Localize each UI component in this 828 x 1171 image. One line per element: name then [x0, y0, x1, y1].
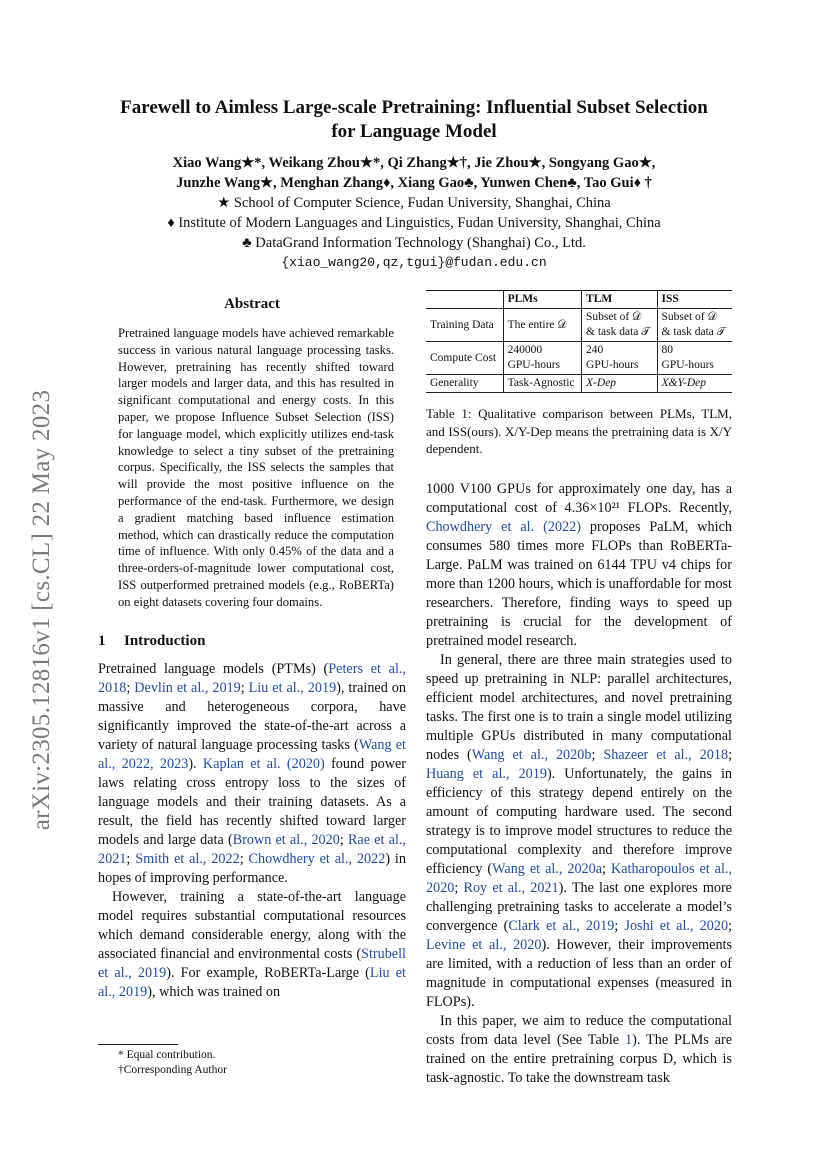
citation-link[interactable]: Katharopoulos et al., 2020 [426, 860, 733, 896]
table-cell [657, 375, 732, 393]
table-cell [503, 342, 581, 375]
table-cell-line: GPU-hours [507, 359, 560, 371]
table-cell-line: The entire 𝒟 [507, 318, 567, 331]
contact-email: {xiao_wang20,qz,tgui}@fudan.edu.cn [281, 255, 547, 270]
intro-right-paragraph-3 [426, 1012, 732, 1088]
affiliations [80, 193, 748, 273]
text-run: ; [126, 679, 135, 696]
table-cell-line: 80 [661, 344, 674, 356]
affiliation-fudan-cs: ★ School of Computer Science, Fudan University, Shanghai, China [217, 195, 611, 211]
citation-link[interactable]: Levine et al., 2020 [426, 936, 542, 953]
text-run: However, training a state-of-the-art language model requires substantial computational resources which demand considerable energy, along with the associated financial and environmental costs ( [98, 888, 406, 962]
table-cell [657, 309, 732, 342]
comparison-table [426, 290, 732, 393]
table-cell-line: & task data 𝒯 [661, 326, 726, 338]
citation-link[interactable]: Brown et al., 2020 [232, 831, 340, 848]
text-run: ; [240, 679, 249, 696]
table-cell-line: 240 [586, 344, 604, 356]
abstract-text: Pretrained language models have achieved remarkable success in various natural language processing tasks. However, pretraining has recently shifted toward larger models and larger data, and this has resulted in significant computational and energy costs. In this paper, we propose Influence Subset Selection (ISS) for language model, which explicitly utilizes end-task knowledge to select a tiny subset of the pretraining corpus. Specifically, the ISS selects the samples that will provide the most positive influence on the performance of the end-task. Furthermore, we design a gradient matching based influence estimation method, which can drastically reduce the computation time of influence. With only 0.45% of the data and a three-orders-of-magnitude lower computational cost, ISS outperformed pretrained models (e.g., RoBERTa) on eight datasets covering four domains. [118, 326, 394, 609]
table-body [426, 309, 732, 393]
arxiv-identifier: arXiv:2305.12816v1 [cs.CL] 22 May 2023 [28, 389, 55, 831]
text-run: ). The last one explores more challenging pretraining tasks to accelerate a model’s convergence ( [426, 879, 732, 934]
text-run: proposes PaLM, which consumes 580 times more FLOPs than RoBERTa-Large. PaLM was trained on 6144 TPU v4 chips for more than 1200 hours, which is unaffordable for most researchers. Therefore, finding ways to speed up pretraining is crucial for the development of pretrained model research. [426, 518, 732, 649]
table-row [426, 375, 732, 393]
table-header-row [426, 291, 732, 309]
citation-link[interactable]: Shazeer et al., 2018 [603, 746, 729, 763]
author-line1: Xiao Wang★*, Weikang Zhou★*, Qi Zhang★†, Jie Zhou★, Songyang Gao★, [172, 155, 656, 171]
intro-right-paragraph-2 [426, 651, 732, 1012]
citation-link[interactable]: Smith et al., 2022 [135, 850, 240, 867]
text-run: ). Unfortunately, the gains in efficiency of this strategy depend entirely on the amount of computing hardware used. The second strategy is to improve model structures to reduce the computational complexity and therefore improve efficiency ( [426, 765, 732, 877]
paper-title-line2: for Language Model [331, 121, 497, 142]
table-cell [582, 375, 657, 393]
citation-link[interactable]: Wang et al., 2020a [492, 860, 603, 877]
table-cell [582, 309, 657, 342]
table-cell [657, 342, 732, 375]
table-cell-line: Task-Agnostic [507, 377, 575, 389]
author-line2: Junzhe Wang★, Menghan Zhang♦, Xiang Gao♣, Yunwen Chen♣, Tao Gui♦ † [176, 175, 652, 191]
citation-link[interactable]: Strubell et al., 2019 [98, 945, 406, 981]
table-row [426, 342, 732, 375]
table-cell-line: Subset of 𝒟 [661, 311, 717, 323]
paper-title-line1: Farewell to Aimless Large-scale Pretraining: Influential Subset Selection [120, 97, 708, 118]
paper-title [80, 96, 748, 144]
citation-link[interactable]: Devlin et al., 2019 [134, 679, 241, 696]
citation-link[interactable]: Roy et al., 2021 [463, 879, 559, 896]
footnote-equal-contribution: * Equal contribution. [118, 1049, 216, 1061]
table-cell-line: X&Y-Dep [661, 377, 707, 389]
table-cell-line: GPU-hours [586, 359, 639, 371]
table-cell-line: 240000 [507, 344, 543, 356]
text-run: ). [188, 755, 203, 772]
text-run: ; [454, 879, 464, 896]
text-run: Pretrained language models (PTMs) ( [98, 660, 329, 677]
text-run: ). However, their improvements are limited, with a reduction of less than an order of magnitude in computational expenses (measured in FLOPs). [426, 936, 733, 1010]
text-run: 1000 V100 GPUs for approximately one day, has a computational cost of 4.36×10²¹ FLOPs. Recently, [426, 480, 732, 516]
abstract-heading: Abstract [224, 296, 280, 312]
table-caption: Table 1: Qualitative comparison between PLMs, TLM, and ISS(ours). X/Y-Dep means the pretraining data is X/Y dependent. [426, 406, 732, 456]
table-cell [582, 342, 657, 375]
left-column [98, 296, 406, 1002]
text-run: ), which was trained on [147, 983, 281, 1000]
citation-link[interactable]: Joshi et al., 2020 [624, 917, 729, 934]
citation-link[interactable]: Liu et al., 2019 [248, 679, 337, 696]
text-run: ) in hopes of improving performance. [98, 850, 406, 886]
citation-link[interactable]: Liu et al., 2019 [98, 964, 407, 1000]
text-run: ; [614, 917, 625, 934]
section-title: Introduction [124, 632, 206, 649]
table-cell [503, 309, 581, 342]
text-run: ; [602, 860, 611, 877]
intro-paragraph-2 [98, 888, 406, 1002]
table-row [426, 309, 732, 342]
citation-link[interactable]: 1 [625, 1031, 633, 1048]
table-1 [426, 290, 732, 458]
table-header-cell: TLM [582, 291, 657, 309]
affiliation-fudan-linguistics: ♦ Institute of Modern Languages and Linguistics, Fudan University, Shanghai, China [167, 215, 661, 231]
text-run: ; [339, 831, 348, 848]
table-header-cell: PLMs [503, 291, 581, 309]
table-cell [503, 375, 581, 393]
text-run: ). The PLMs are trained on the entire pretraining corpus D, which is task-agnostic. To take the downstream task [426, 1031, 732, 1086]
text-run: ; [591, 746, 604, 763]
table-header-cell: ISS [657, 291, 732, 309]
text-run: ; [126, 850, 136, 867]
footnote-corresponding-author: †Corresponding Author [118, 1064, 227, 1076]
citation-link[interactable]: Chowdhery et al., 2022 [248, 850, 386, 867]
text-run: ; [728, 746, 733, 763]
citation-link[interactable]: Huang et al., 2019 [426, 765, 547, 782]
affiliation-datagrand: ♣ DataGrand Information Technology (Shanghai) Co., Ltd. [242, 235, 586, 251]
intro-right-paragraph-1 [426, 480, 732, 651]
intro-paragraph-1 [98, 660, 406, 888]
text-run: ; [728, 917, 733, 934]
arxiv-sidebar [14, 340, 70, 880]
footnotes [98, 1044, 406, 1078]
citation-link[interactable]: Kaplan et al. (2020) [202, 755, 325, 772]
text-run: ; [239, 850, 249, 867]
section-heading-introduction [98, 633, 406, 650]
footnote-rule [98, 1044, 178, 1045]
table-cell-line: Subset of 𝒟 [586, 311, 642, 323]
text-run: In general, there are three main strategies used to speed up pretraining in NLP: parallel architectures, efficient model architectures, and novel pretraining tasks. The first one is to train a single model utilizing multiple GPUs distributed in many computational nodes ( [426, 651, 732, 763]
section-number: 1 [98, 632, 106, 649]
citation-link[interactable]: Clark et al., 2019 [508, 917, 615, 934]
citation-link[interactable]: Wang et al., 2022, 2023 [98, 736, 406, 772]
author-list [80, 153, 748, 193]
citation-link[interactable]: Chowdhery et al. (2022) [426, 518, 581, 535]
text-run: In this paper, we aim to reduce the computational costs from data level (See Table [426, 1012, 732, 1048]
table-cell-line: GPU-hours [661, 359, 714, 371]
citation-link[interactable]: Peters et al., 2018 [98, 660, 407, 696]
citation-link[interactable]: Wang et al., 2020b [471, 746, 592, 763]
text-run: ). For example, RoBERTa-Large ( [166, 964, 370, 981]
table-header-cell [426, 291, 503, 309]
table-cell-line: X-Dep [586, 377, 617, 389]
text-run: found power laws relating cross entropy loss to the sizes of language models and their training datasets. As a result, the field has recently shifted toward larger models and large data ( [98, 755, 406, 848]
table-cell-line: & task data 𝒯 [586, 326, 651, 338]
table-row-label: Compute Cost [426, 342, 503, 375]
citation-link[interactable]: Rae et al., 2021 [98, 831, 406, 867]
table-row-label: Training Data [426, 309, 503, 342]
right-column [426, 290, 732, 1088]
text-run: ), trained on massive and heterogeneous corpora, have significantly improved the state-of-the-art across a variety of natural language processing tasks ( [98, 679, 406, 753]
table-row-label: Generality [426, 375, 503, 393]
